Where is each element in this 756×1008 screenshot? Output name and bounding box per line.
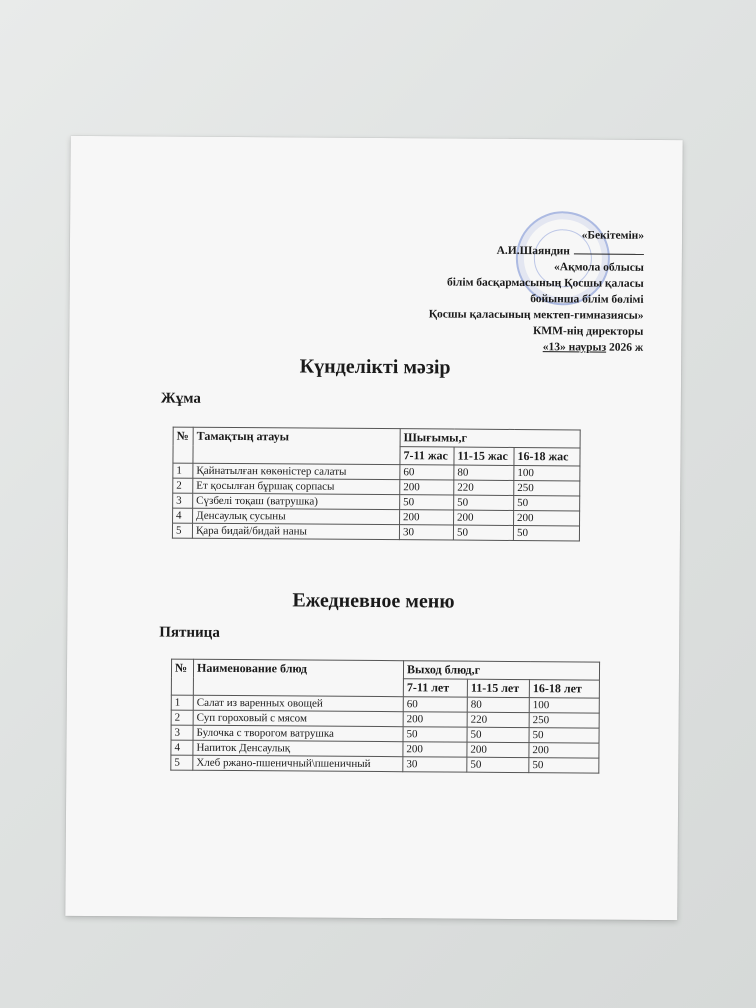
portion-value: 50 — [454, 495, 514, 510]
portion-value: 80 — [454, 465, 514, 480]
dish-name: Қара бидай/бидай наны — [192, 523, 399, 539]
ru-header-name: Наименование блюд — [193, 659, 403, 696]
ru-day: Пятница — [159, 624, 220, 641]
director-name-line — [429, 242, 644, 259]
portion-value: 200 — [400, 480, 454, 495]
portion-value: 200 — [454, 510, 514, 525]
portion-value: 220 — [454, 480, 514, 495]
table-row — [172, 523, 579, 541]
portion-value: 220 — [467, 712, 529, 727]
kz-header-age2: 11-15 жас — [454, 447, 514, 465]
kz-header-output: Шығымы,г — [400, 429, 580, 448]
portion-value: 200 — [403, 742, 467, 757]
approval-line-5: бойынша білім бөлімі — [530, 293, 644, 306]
portion-value: 200 — [529, 743, 599, 758]
kz-title: Күнделікті мәзір — [299, 355, 451, 379]
portion-value: 50 — [529, 758, 599, 773]
approval-title: «Бекітемін» — [581, 229, 645, 242]
director-name: А.И.Шаяндин — [496, 244, 570, 258]
kz-header-num: № — [173, 427, 193, 463]
dish-name: Суп гороховый с мясом — [193, 710, 403, 726]
table-row — [171, 755, 599, 773]
row-num: 3 — [173, 493, 193, 508]
dish-name: Қайнатылған көкөністер салаты — [193, 463, 400, 479]
kz-menu-table — [172, 427, 581, 542]
row-num: 2 — [173, 478, 193, 493]
row-num: 2 — [171, 710, 193, 725]
dish-name: Ет қосылған бұршақ сорпасы — [193, 478, 400, 494]
portion-value: 60 — [403, 697, 467, 712]
portion-value: 50 — [529, 728, 599, 743]
portion-value: 50 — [453, 525, 513, 540]
portion-value: 30 — [399, 525, 453, 540]
row-num: 5 — [171, 755, 193, 770]
approval-date — [428, 338, 643, 355]
dish-name: Денсаулық сусыны — [193, 508, 400, 524]
row-num: 1 — [173, 463, 193, 478]
portion-value: 50 — [403, 727, 467, 742]
approval-line-4: білім басқармасының Қосшы қаласы — [446, 276, 644, 290]
portion-value: 50 — [400, 495, 454, 510]
ru-header-age2: 11-15 лет — [467, 679, 529, 697]
menu-sheet — [65, 136, 682, 920]
ru-header-num: № — [171, 659, 193, 695]
ru-header-age1: 7-11 лет — [403, 679, 467, 697]
kz-header-age1: 7-11 жас — [400, 447, 454, 465]
portion-value: 100 — [529, 698, 599, 713]
portion-value: 200 — [514, 510, 580, 525]
approval-line-7: КММ-нің директоры — [532, 325, 644, 338]
row-num: 1 — [171, 695, 193, 710]
approval-line-6: Қосшы қаласының мектеп-гимназиясы» — [428, 308, 644, 322]
portion-value: 200 — [403, 712, 467, 727]
portion-value: 50 — [467, 757, 529, 772]
dish-name: Сүзбелі тоқаш (ватрушка) — [193, 493, 400, 509]
row-num: 4 — [173, 508, 193, 523]
portion-value: 50 — [514, 495, 580, 510]
row-num: 5 — [172, 523, 192, 538]
portion-value: 50 — [513, 525, 579, 540]
portion-value: 80 — [467, 697, 529, 712]
approval-date-year: 2026 ж — [609, 341, 644, 354]
portion-value: 250 — [529, 713, 599, 728]
kz-day: Жұма — [160, 390, 201, 407]
portion-value: 30 — [403, 757, 467, 772]
dish-name: Хлеб ржано-пшеничный\пшеничный — [193, 755, 403, 771]
approval-line-3: «Ақмола облысы — [554, 261, 644, 274]
signature-line — [574, 243, 644, 254]
kz-header-age3: 16-18 жас — [514, 447, 580, 465]
dish-name: Булочка с творогом ватрушка — [193, 725, 403, 741]
portion-value: 60 — [400, 465, 454, 480]
ru-header-age3: 16-18 лет — [529, 680, 599, 698]
ru-title: Ежедневное меню — [292, 589, 455, 613]
ru-menu-table — [170, 659, 600, 774]
ru-header-output: Выход блюд,г — [403, 661, 599, 680]
dish-name: Напиток Денсаулық — [193, 740, 403, 756]
portion-value: 200 — [400, 510, 454, 525]
portion-value: 200 — [467, 742, 529, 757]
dish-name: Салат из варенных овощей — [193, 695, 403, 711]
portion-value: 50 — [467, 727, 529, 742]
portion-value: 250 — [514, 480, 580, 495]
row-num: 4 — [171, 740, 193, 755]
portion-value: 100 — [514, 465, 580, 480]
approval-date-day: «13» наурыз — [542, 341, 607, 354]
row-num: 3 — [171, 725, 193, 740]
kz-header-name: Тамақтың атауы — [193, 427, 400, 464]
approval-block — [428, 226, 644, 355]
